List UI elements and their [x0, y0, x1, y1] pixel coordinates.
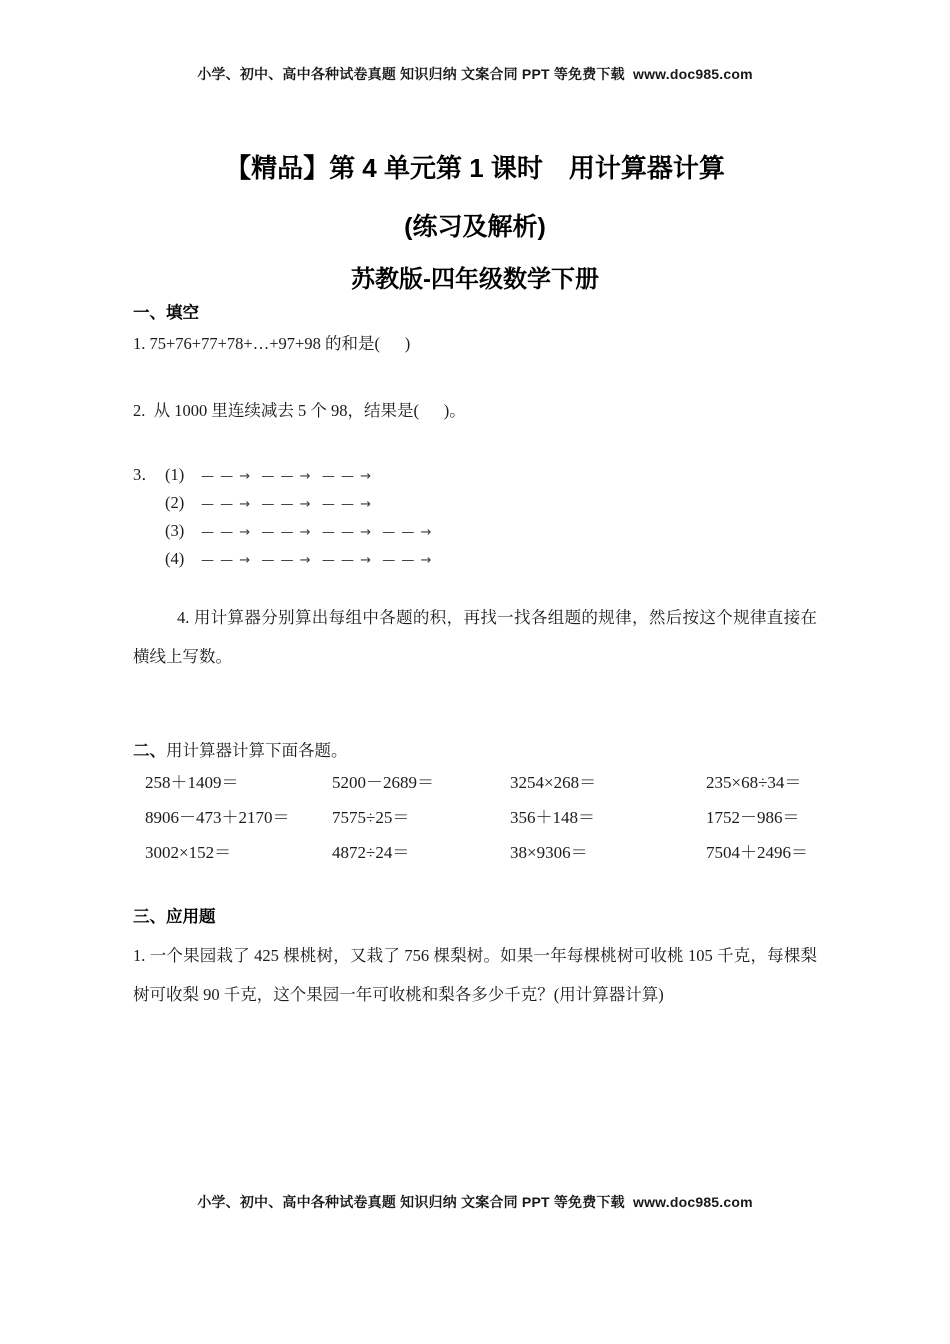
equation-cell: 235×68÷34＝ [706, 773, 802, 792]
dashed-arrow-line: — — → — — → — — → — — → [201, 525, 433, 540]
q3-label-1: (1) [165, 465, 185, 484]
question-2: 2. 从 1000 里连续减去 5 个 98，结果是( )。 [133, 401, 466, 420]
section-word-problems-heading: 三、应用题 [133, 908, 216, 926]
page-header-watermark: 小学、初中、高中各种试卷真题 知识归纳 文案合同 PPT 等免费下载 www.doc985.com [197, 66, 753, 82]
page-footer-watermark: 小学、初中、高中各种试卷真题 知识归纳 文案合同 PPT 等免费下载 www.doc985.com [197, 1194, 753, 1210]
q3-label-4: (4) [165, 549, 185, 568]
equation-cell: 8906－473＋2170＝ [145, 808, 290, 827]
document-title-line1: 【精品】第 4 单元第 1 课时 用计算器计算 [225, 153, 725, 183]
equation-cell: 1752－986＝ [706, 808, 800, 827]
q3-line-2 [133, 489, 817, 517]
section-calc-number: 二、 [133, 742, 166, 760]
document-title-line2: (练习及解析) [404, 213, 546, 241]
q3-line-4 [133, 545, 817, 573]
equation-cell: 7575÷25＝ [332, 808, 410, 827]
document-title-line3: 苏教版-四年级数学下册 [351, 266, 599, 293]
equation-cell: 258＋1409＝ [145, 773, 239, 792]
question-4: 4. 用计算器分别算出每组中各题的积，再找一找各组题的规律，然后按这个规律直接在横线上写数。 [133, 608, 817, 666]
q3-number: 3． [133, 465, 158, 484]
dashed-arrow-line: — — → — — → — — → [201, 497, 373, 512]
equation-cell: 7504＋2496＝ [706, 843, 808, 862]
equation-cell: 3254×268＝ [510, 773, 597, 792]
section-fill-in-heading: 一、填空 [133, 304, 199, 322]
section-calc-text: 用计算器计算下面各题。 [166, 741, 348, 760]
question-3 [133, 461, 817, 573]
question-1: 1. 75+76+77+78+…+97+98 的和是( ) [133, 334, 411, 353]
equation-cell: 5200－2689＝ [332, 773, 434, 792]
equation-grid [133, 765, 829, 870]
dashed-arrow-line: — — → — — → — — → — — → [201, 553, 433, 568]
equation-cell: 356＋148＝ [510, 808, 595, 827]
q3-label-2: (2) [165, 493, 185, 512]
q3-line-1 [133, 461, 817, 489]
equation-cell: 3002×152＝ [145, 843, 232, 862]
word-problem-1: 1. 一个果园栽了 425 棵桃树，又栽了 756 棵梨树。如果一年每棵桃树可收桃 105 千克，每棵梨树可收梨 90 千克，这个果园一年可收桃和梨各多少千克？(用计算器计算) [133, 946, 817, 1004]
equation-cell: 4872÷24＝ [332, 843, 410, 862]
q3-label-3: (3) [165, 521, 185, 540]
dashed-arrow-line: — — → — — → — — → [201, 469, 373, 484]
section-calc-heading [133, 737, 817, 761]
q3-line-3 [133, 517, 817, 545]
equation-cell: 38×9306＝ [510, 843, 588, 862]
